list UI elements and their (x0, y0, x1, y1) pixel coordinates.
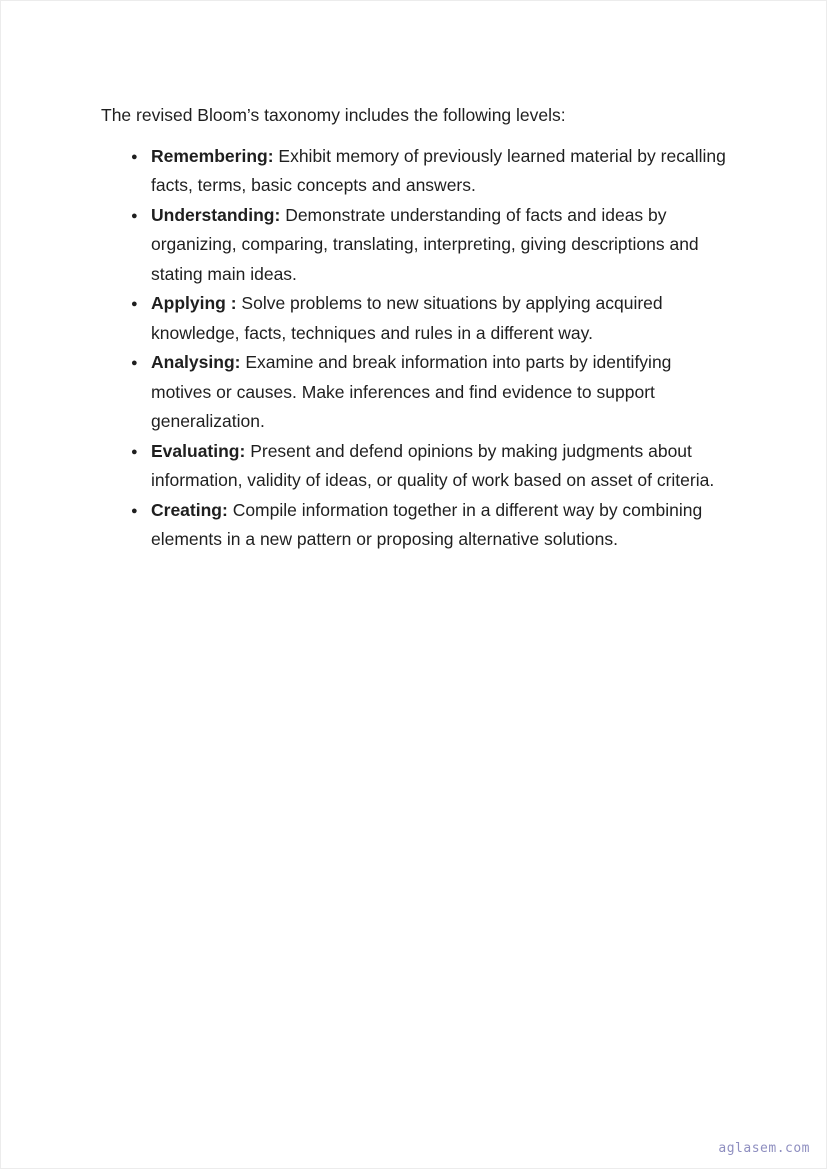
level-term: Remembering: (151, 145, 274, 166)
list-item-content (151, 142, 728, 201)
bullet-icon (131, 289, 151, 319)
list-item-content (151, 201, 728, 290)
bullet-icon (131, 142, 151, 172)
level-description: Solve problems to new situations by applying acquired knowledge, facts, techniques and rules in a different way. (151, 293, 663, 343)
list-item (131, 437, 728, 496)
intro-paragraph: The revised Bloom’s taxonomy includes the following levels: (101, 105, 566, 125)
list-item (131, 348, 728, 437)
list-item-content (151, 289, 728, 348)
taxonomy-levels-list (101, 142, 728, 555)
level-description: Examine and break information into parts by identifying motives or causes. Make inferences and find evidence to support generalization. (151, 352, 672, 431)
bullet-icon (131, 496, 151, 526)
level-description: Demonstrate understanding of facts and ideas by organizing, comparing, translating, interpreting, giving descriptions and stating main ideas. (151, 204, 699, 284)
list-item (131, 201, 728, 290)
level-term: Applying : (151, 293, 237, 313)
list-item (131, 496, 728, 555)
bullet-icon (131, 201, 151, 231)
level-term: Creating: (151, 499, 228, 520)
list-item-content (151, 348, 728, 437)
list-item-content (151, 437, 728, 496)
level-term: Understanding: (151, 204, 281, 225)
level-description: Exhibit memory of previously learned material by recalling facts, terms, basic concepts and answers. (151, 145, 726, 195)
content-area (101, 101, 728, 555)
list-item (131, 142, 728, 201)
level-description: Present and defend opinions by making judgments about information, validity of ideas, or quality of work based on asset of criteria. (151, 440, 715, 490)
level-term: Analysing: (151, 352, 241, 372)
level-term: Evaluating: (151, 440, 246, 461)
list-item-content (151, 496, 728, 555)
level-description: Compile information together in a different way by combining elements in a new pattern or proposing alternative solutions. (151, 499, 703, 549)
watermark: aglasem.com (718, 1141, 810, 1156)
bullet-icon (131, 437, 151, 467)
list-item (131, 289, 728, 348)
bullet-icon (131, 348, 151, 378)
